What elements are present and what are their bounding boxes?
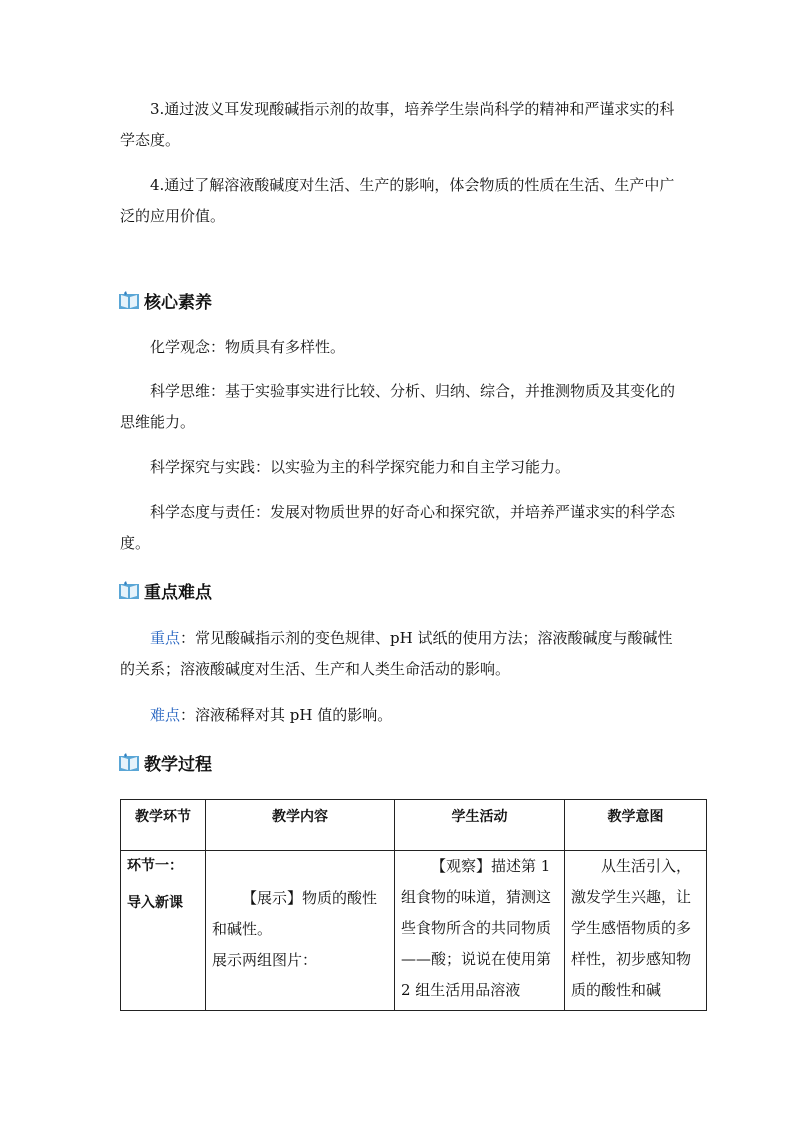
- book-icon: [118, 291, 140, 311]
- core-p1: 化学观念：物质具有多样性。: [150, 338, 346, 356]
- section-keypoints-title: 重点难点: [144, 583, 212, 603]
- stage-number: 环节一：: [127, 858, 183, 874]
- keypoint-paragraph: [120, 623, 680, 685]
- table-row: [121, 851, 707, 1011]
- content-cell: [206, 851, 395, 1011]
- core-p4: 科学态度与责任：发展对物质世界的好奇心和探究欲，并培养严谨求实的科学态度。: [120, 503, 676, 552]
- content-images-text: 展示两组图片：: [212, 951, 318, 969]
- header-activity: 学生活动: [395, 800, 565, 851]
- teaching-process-table: [120, 799, 707, 1011]
- intent-text: 从生活引入，激发学生兴趣，让学生感悟物质的多样性，初步感知物质的酸性和碱: [571, 857, 692, 999]
- activity-text: 【观察】描述第 1 组食物的味道，猜测这些食物所含的共同物质——酸；说说在使用第 2 组生活用品溶液: [401, 857, 552, 999]
- section-process-heading: [118, 750, 212, 775]
- content-show-text: 【展示】物质的酸性和碱性。: [212, 889, 378, 938]
- difficulty-label: 难点: [150, 706, 181, 724]
- stage-cell: [121, 851, 206, 1011]
- header-content: 教学内容: [206, 800, 395, 851]
- objective-item-3: 3.通过波义耳发现酸碱指示剂的故事，培养学生崇尚科学的精神和严谨求实的科学态度。: [120, 100, 675, 149]
- keypoint-label: 重点: [150, 629, 181, 647]
- core-p2: 科学思维：基于实验事实进行比较、分析、归纳、综合，并推测物质及其变化的思维能力。: [120, 382, 676, 431]
- difficulty-text: ：溶液稀释对其 pH 值的影响。: [180, 706, 393, 724]
- table-header-row: [121, 800, 707, 851]
- section-keypoints-heading: [118, 578, 212, 603]
- core-p3: 科学探究与实践：以实验为主的科学探究能力和自主学习能力。: [150, 458, 571, 476]
- objective-item-4: 4.通过了解溶液酸碱度对生活、生产的影响，体会物质的性质在生活、生产中广泛的应用价值。: [120, 176, 675, 225]
- book-icon: [118, 581, 140, 601]
- stage-name: 导入新课: [127, 895, 183, 911]
- section-core-heading: [118, 288, 212, 313]
- intent-cell: [565, 851, 707, 1011]
- header-intent: 教学意图: [565, 800, 707, 851]
- section-process-title: 教学过程: [144, 755, 212, 775]
- activity-cell: [395, 851, 565, 1011]
- section-core-title: 核心素养: [144, 293, 212, 313]
- keypoint-text: ：常见酸碱指示剂的变色规律、pH 试纸的使用方法；溶液酸碱度与酸碱性的关系；溶液酸碱度对生活、生产和人类生命活动的影响。: [120, 629, 673, 678]
- difficulty-paragraph: [120, 700, 680, 731]
- header-stage: 教学环节: [121, 800, 206, 851]
- book-icon: [118, 753, 140, 773]
